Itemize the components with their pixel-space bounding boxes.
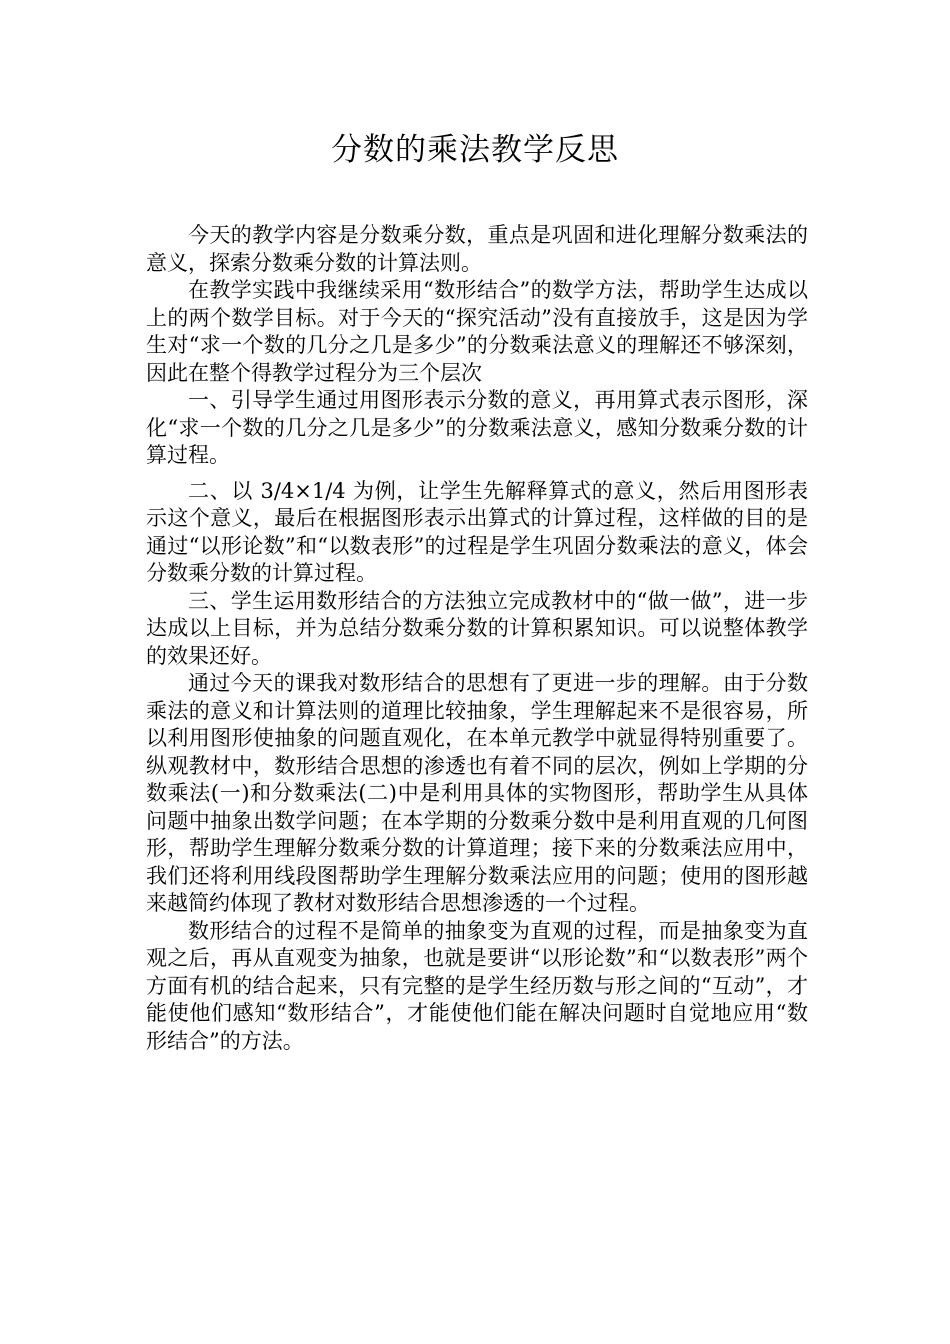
paragraph-level-three: 三、学生运用数形结合的方法独立完成教材中的“做一做”，进一步达成以上目标，并为总结分数乘分数的计算积累知识。可以说整体教学的效果还好。	[146, 588, 808, 668]
paragraph-reflection: 通过今天的课我对数形结合的思想有了更进一步的理解。由于分数乘法的意义和计算法则的道理比较抽象，学生理解起来不是很容易，所以利用图形使抽象的问题直观化，在本单元教学中就显得特别重要了。纵观教材中，数形结合思想的渗透也有着不同的层次，例如上学期的分数乘法(一)和分数乘法(二)中是利用具体的实物图形，帮助学生从具体问题中抽象出数学问题；在本学期的分数乘分数中是利用直观的几何图形，帮助学生理解分数乘分数的计算道理；接下来的分数乘法应用中，我们还将利用线段图帮助学生理解分数乘法应用的问题；使用的图形越来越简约体现了教材对数形结合思想渗透的一个过程。	[146, 671, 808, 915]
paragraph-conclusion: 数形结合的过程不是简单的抽象变为直观的过程，而是抽象变为直观之后，再从直观变为抽象，也就是要讲“以形论数”和“以数表形”两个方面有机的结合起来，只有完整的是学生经历数与形之间的“互动”，才能使他们感知“数形结合”，才能使他们能在解决问题时自觉地应用“数形结合”的方法。	[146, 918, 808, 1053]
paragraph-level-one: 一、引导学生通过用图形表示分数的意义，再用算式表示图形，深化“求一个数的几分之几是多少”的分数乘法意义，感知分数乘分数的计算过程。	[146, 388, 808, 467]
document-title: 分数的乘法教学反思	[331, 132, 619, 168]
paragraph-level-two: 二、以 3/4×1/4 为例，让学生先解释算式的意义，然后用图形表示这个意义，最后在根据图形表示出算式的计算过程，这样做的目的是通过“以形论数”和“以数表形”的过程是学生巩固分数乘法的意义，体会分数乘分数的计算过程。	[146, 478, 808, 585]
paragraph-method: 在教学实践中我继续采用“数形结合”的数学方法，帮助学生达成以上的两个数学目标。对于今天的“探究活动”没有直接放手，这是因为学生对“求一个数的几分之几是多少”的分数乘法意义的理解还不够深刻，因此在整个得教学过程分为三个层次	[146, 278, 808, 385]
paragraph-intro: 今天的教学内容是分数乘分数，重点是巩固和进化理解分数乘法的意义，探索分数乘分数的计算法则。	[146, 223, 808, 275]
document-body	[146, 222, 808, 1055]
